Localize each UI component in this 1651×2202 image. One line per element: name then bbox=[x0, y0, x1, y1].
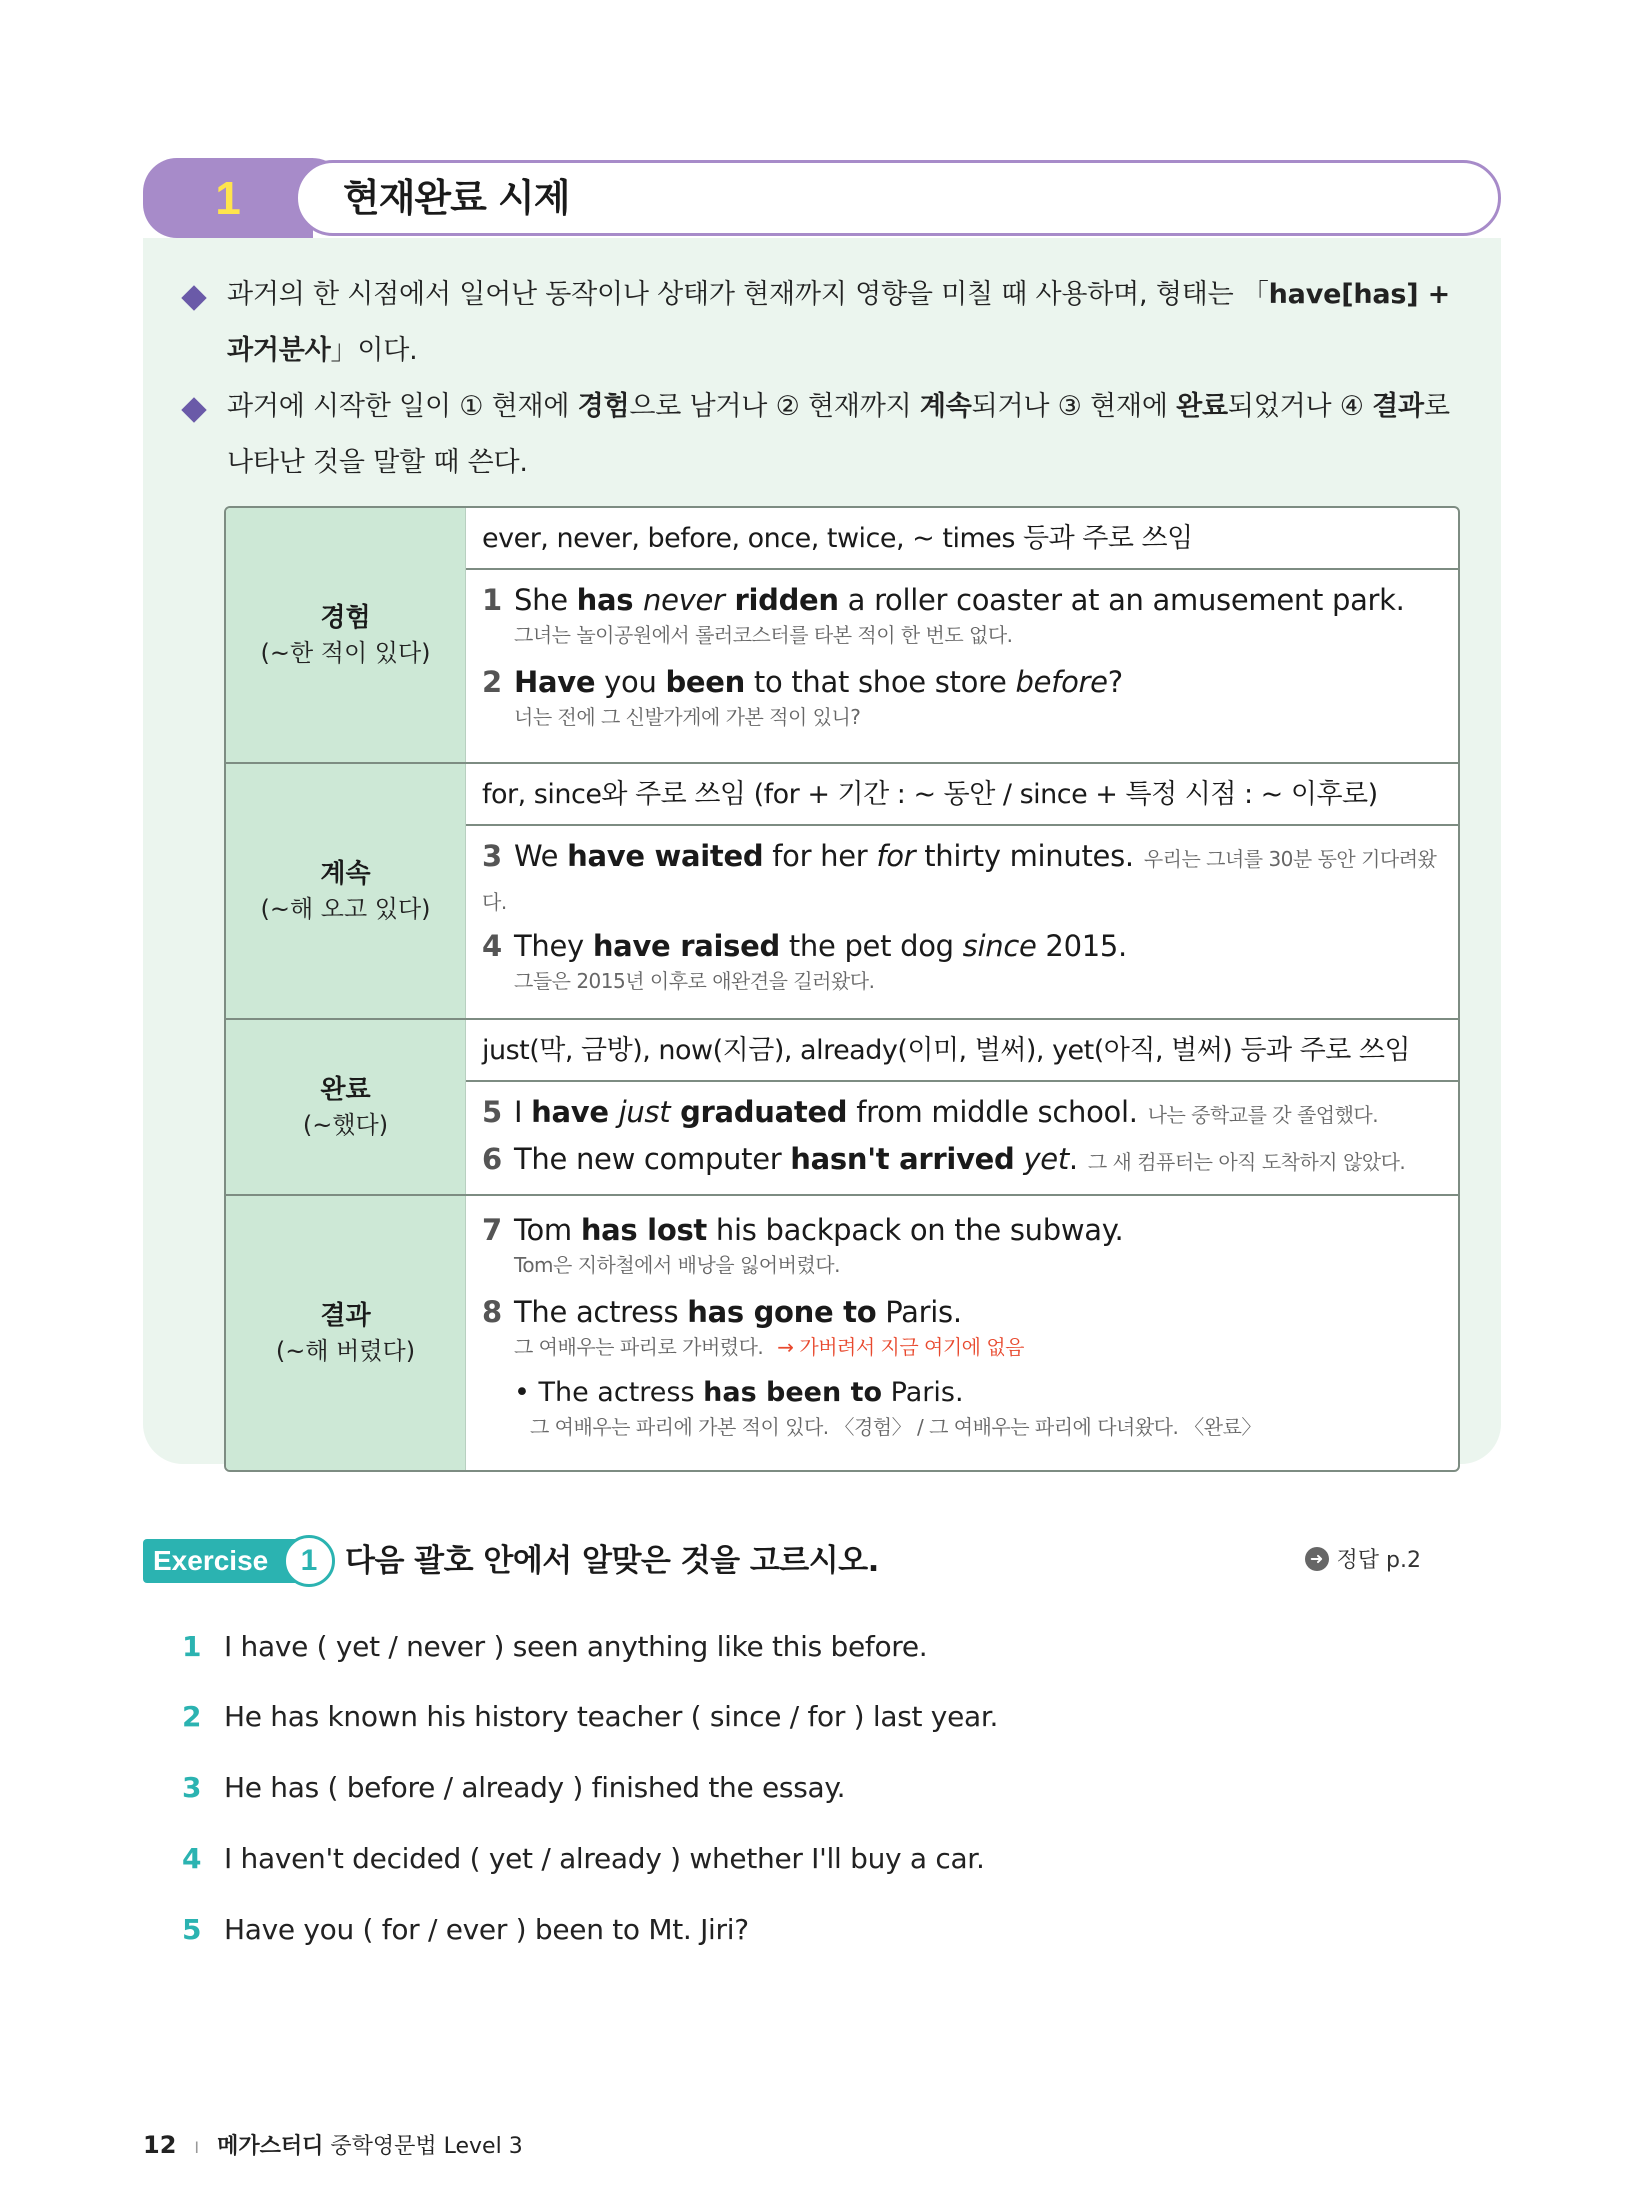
example-number: 8 bbox=[482, 1295, 502, 1329]
category-cell bbox=[226, 764, 466, 1018]
example-fragment: the pet dog bbox=[779, 929, 963, 963]
example-fragment: The new computer bbox=[514, 1142, 791, 1176]
bullet-text: 과거에 시작한 일이 ① 현재에 경험으로 남거나 ② 현재까지 계속되거나 ③ 현재에 완료되었거나 ④ 결과로 나타난 것을 말할 때 쓴다. bbox=[227, 391, 1450, 478]
question-item bbox=[182, 1910, 749, 1950]
example-fragment: graduated bbox=[670, 1095, 848, 1129]
example-fragment: have waited bbox=[567, 839, 764, 873]
exercise-instruction: 다음 괄호 안에서 알맞은 것을 고르시오. bbox=[345, 1543, 879, 1579]
example-fragment: Have bbox=[514, 665, 596, 699]
category-cell bbox=[226, 1196, 466, 1470]
korean-translation: 너는 전에 그 신발가게에 가본 적이 있니? bbox=[514, 705, 861, 729]
detail-cell bbox=[466, 1020, 1458, 1194]
example-fragment: just bbox=[618, 1095, 671, 1129]
table-row bbox=[226, 508, 1458, 762]
answer-reference-label: 정답 p.2 bbox=[1336, 1548, 1421, 1573]
table-row bbox=[226, 1018, 1458, 1194]
example-fragment: a roller coaster at an amusement park. bbox=[838, 583, 1405, 617]
question-number: 3 bbox=[182, 1771, 202, 1804]
example-fragment: has gone to bbox=[687, 1295, 877, 1329]
example-fragment: Paris. bbox=[876, 1295, 962, 1329]
example-fragment: The actress bbox=[514, 1295, 688, 1329]
korean-translation: Tom은 지하철에서 배낭을 잃어버렸다. bbox=[514, 1253, 840, 1277]
example-sentence bbox=[482, 1092, 1442, 1135]
question-item bbox=[182, 1768, 845, 1808]
category-meaning: (~한 적이 있다) bbox=[260, 639, 431, 667]
section-title: 현재완료 시제 bbox=[343, 176, 570, 220]
example-sentence bbox=[482, 926, 1442, 966]
section-header bbox=[143, 158, 1501, 238]
page-footer bbox=[143, 2130, 523, 2160]
korean-translation: 그녀는 놀이공원에서 롤러코스터를 타본 적이 한 번도 없다. bbox=[514, 623, 1013, 647]
example-fragment: have raised bbox=[592, 929, 780, 963]
example-sentence bbox=[482, 662, 1442, 702]
example-fragment: Tom bbox=[514, 1213, 581, 1247]
answer-reference[interactable] bbox=[1305, 1535, 1421, 1587]
question-text: I have ( yet / never ) seen anything like this before. bbox=[224, 1630, 928, 1663]
category-meaning: (~했다) bbox=[302, 1111, 389, 1139]
detail-cell bbox=[466, 508, 1458, 762]
exercise-header bbox=[143, 1535, 1501, 1587]
example-fragment: never bbox=[643, 583, 725, 617]
example-number: 4 bbox=[482, 929, 502, 963]
examples-block bbox=[466, 826, 1458, 1018]
question-item bbox=[182, 1627, 927, 1667]
result-note: → 가버려서 지금 여기에 없음 bbox=[777, 1335, 1024, 1359]
example-fragment: yet bbox=[1023, 1142, 1069, 1176]
example-fragment: They bbox=[514, 929, 593, 963]
category-name: 결과 bbox=[320, 1301, 371, 1331]
example-fragment: has lost bbox=[580, 1213, 707, 1247]
korean-translation: 나는 중학교를 갓 졸업했다. bbox=[1147, 1103, 1379, 1127]
detail-cell bbox=[466, 764, 1458, 1018]
examples-block bbox=[466, 570, 1458, 754]
example-fragment: ? bbox=[1107, 665, 1123, 699]
example-fragment: you bbox=[595, 665, 666, 699]
comparison-sentence: • The actress has been to Paris. bbox=[514, 1377, 964, 1408]
examples-block bbox=[466, 1082, 1458, 1194]
category-name: 계속 bbox=[320, 859, 371, 889]
usage-note: just(막, 금방), now(지금), already(이미, 벌써), yet(아직, 벌써) 등과 주로 쓰임 bbox=[466, 1020, 1458, 1082]
example-fragment: hasn't arrived bbox=[790, 1142, 1015, 1176]
example-fragment: 2015. bbox=[1036, 929, 1127, 963]
example-number: 3 bbox=[482, 839, 502, 873]
example-sentence bbox=[482, 1210, 1442, 1250]
bullet-text: 과거의 한 시점에서 일어난 동작이나 상태가 현재까지 영향을 미칠 때 사용하며, 형태는 「have[has] + 과거분사」이다. bbox=[227, 279, 1451, 366]
example-fragment: has bbox=[576, 583, 644, 617]
korean-translation: 그 여배우는 파리로 가버렸다. → 가버려서 지금 여기에 없음 bbox=[514, 1335, 1024, 1359]
question-number: 2 bbox=[182, 1700, 202, 1733]
category-name: 완료 bbox=[320, 1075, 371, 1105]
korean-translation: 그 새 컴퓨터는 아직 도착하지 않았다. bbox=[1087, 1150, 1406, 1174]
example-fragment: . bbox=[1068, 1142, 1078, 1176]
question-text: Have you ( for / ever ) been to Mt. Jiri? bbox=[224, 1913, 749, 1946]
example-fragment: thirty minutes. bbox=[915, 839, 1134, 873]
korean-translation: 그들은 2015년 이후로 애완견을 길러왔다. bbox=[514, 969, 875, 993]
korean-translation: 우리는 그녀를 30분 동안 기다려왔다. bbox=[482, 847, 1437, 914]
question-number: 5 bbox=[182, 1913, 202, 1946]
examples-block bbox=[466, 1196, 1458, 1452]
footer-separator: I bbox=[194, 2138, 200, 2157]
example-sentence bbox=[482, 836, 1442, 922]
question-number: 1 bbox=[182, 1630, 202, 1663]
example-fragment: for her bbox=[763, 839, 877, 873]
example-fragment: ridden bbox=[724, 583, 839, 617]
example-number: 7 bbox=[482, 1213, 502, 1247]
example-sentence bbox=[482, 1139, 1442, 1182]
category-cell bbox=[226, 1020, 466, 1194]
usage-note: for, since와 주로 쓰임 (for + 기간 : ~ 동안 / since + 특정 시점 : ~ 이후로) bbox=[466, 764, 1458, 826]
question-number: 4 bbox=[182, 1842, 202, 1875]
question-item bbox=[182, 1839, 985, 1879]
example-sentence bbox=[482, 580, 1442, 620]
example-fragment: for bbox=[876, 839, 916, 873]
category-name: 경험 bbox=[320, 603, 371, 633]
category-cell bbox=[226, 508, 466, 762]
example-fragment: been bbox=[665, 665, 745, 699]
page-number: 12 bbox=[143, 2131, 177, 2159]
example-number: 6 bbox=[482, 1142, 502, 1176]
usage-table bbox=[224, 506, 1460, 1472]
bullet-definition bbox=[185, 267, 1475, 379]
exercise-number: 1 bbox=[283, 1535, 335, 1587]
example-number: 5 bbox=[482, 1095, 502, 1129]
usage-note: ever, never, before, once, twice, ~ times 등과 주로 쓰임 bbox=[466, 508, 1458, 570]
example-fragment: since bbox=[962, 929, 1037, 963]
example-fragment: before bbox=[1015, 665, 1108, 699]
detail-cell bbox=[466, 1196, 1458, 1470]
section-number: 1 bbox=[215, 172, 241, 224]
category-meaning: (~해 버렸다) bbox=[275, 1337, 416, 1365]
book-title: 메가스터디 중학영문법 Level 3 bbox=[217, 2134, 523, 2159]
example-fragment: She bbox=[514, 583, 577, 617]
comparison-translation: 그 여배우는 파리에 가본 적이 있다. 〈경험〉 / 그 여배우는 파리에 다녀왔다. 〈완료〉 bbox=[530, 1415, 1261, 1439]
question-text: He has known his history teacher ( since / for ) last year. bbox=[224, 1700, 999, 1733]
example-fragment: I bbox=[514, 1095, 532, 1129]
question-text: I haven't decided ( yet / already ) whether I'll buy a car. bbox=[224, 1842, 985, 1875]
example-fragment: have bbox=[531, 1095, 619, 1129]
example-fragment: from middle school. bbox=[847, 1095, 1138, 1129]
question-text: He has ( before / already ) finished the essay. bbox=[224, 1771, 846, 1804]
table-row bbox=[226, 762, 1458, 1018]
table-row bbox=[226, 1194, 1458, 1470]
arrow-circle-icon: ➜ bbox=[1305, 1547, 1329, 1571]
example-fragment: We bbox=[514, 839, 568, 873]
example-fragment: to that shoe store bbox=[745, 665, 1016, 699]
example-number: 1 bbox=[482, 583, 502, 617]
exercise-badge: Exercise bbox=[143, 1539, 321, 1583]
example-number: 2 bbox=[482, 665, 502, 699]
bullet-usage bbox=[185, 379, 1475, 491]
question-item bbox=[182, 1697, 998, 1737]
example-sentence bbox=[482, 1292, 1442, 1332]
category-meaning: (~해 오고 있다) bbox=[260, 895, 431, 923]
example-fragment: his backpack on the subway. bbox=[706, 1213, 1124, 1247]
